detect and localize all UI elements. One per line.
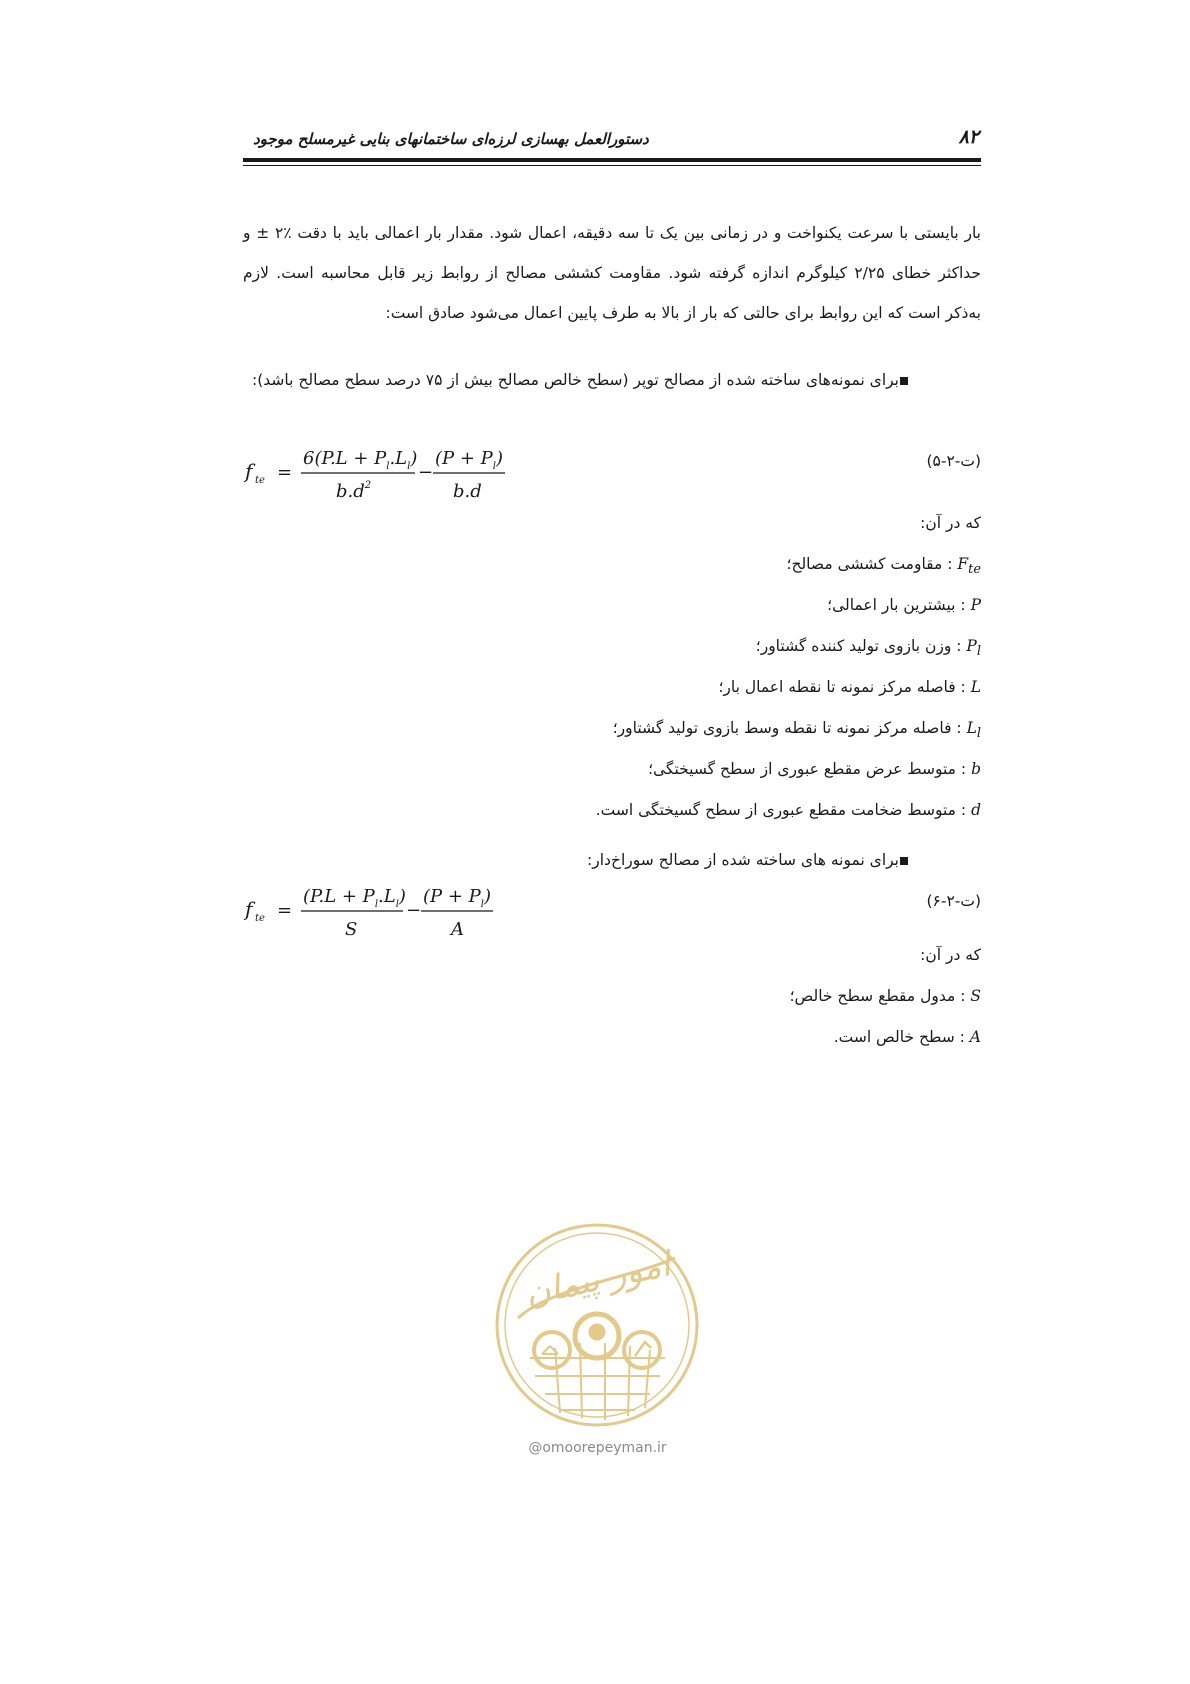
body-paragraph: بار بایستی با سرعت یکنواخت و در زمانی بین یک تا سه دقیقه، اعمال شود. مقدار بار اعمالی باید با دقت ٪۲ ± و حداکثر خطای ۲/۲۵ کیلوگرم اندازه گرفته شود. مقاومت کششی مصالح از روابط زیر قابل محاسبه است. لازم به‌ذکر است که این روابط برای حالتی که بار از بالا به طرف پایین اعمال می‌شود صادق است: (243, 224, 981, 322)
numerator-2: $(P + P_l)$ (435, 448, 504, 472)
page-number: ۸۲ (958, 126, 979, 148)
formula-lhs: f (245, 459, 253, 483)
numerator-1: $(P.L + P_l.L_l)$ (303, 886, 406, 910)
denominator-2: b.d (453, 481, 482, 502)
definition-s: S : مدول مقطع سطح خالص؛ (789, 987, 981, 1005)
gear-icon (534, 1332, 570, 1368)
header-rule-thick (243, 158, 981, 162)
numerator-2: $(P + P_l)$ (423, 886, 492, 910)
bullet-item-hollow: برای نمونه های ساخته شده از مصالح سوراخ‌دار: (587, 851, 899, 869)
logo-wordmark: امور پیمان (521, 1244, 674, 1315)
formula-lhs-sub: te (255, 913, 265, 924)
equals-sign: = (277, 462, 293, 483)
definition-fte: $F_{te}$ : مقاومت کششی مصالح؛ (786, 555, 981, 578)
where-label: که در آن: (920, 514, 981, 532)
definition-a: A : سطح خالص است. (833, 1028, 981, 1046)
page-header (243, 124, 981, 160)
formula-lhs: f (245, 897, 253, 921)
logo-caption: @omoorepeyman.ir (528, 1440, 667, 1456)
where-label: که در آن: (920, 946, 981, 964)
definition-d: d : متوسط ضخامت مقطع عبوری از سطح گسیختگی است. (595, 801, 981, 819)
denominator-2: A (451, 919, 464, 940)
watermark-logo (490, 1218, 705, 1433)
person-icon (590, 1325, 604, 1339)
formula-hollow (243, 878, 543, 948)
header-title: دستورالعمل بهسازی لرزه‌ای ساختمانهای بنایی غیرمسلح موجود (253, 130, 649, 148)
definition-l: L : فاصله مرکز نمونه تا نقطه اعمال بار؛ (718, 678, 981, 696)
bullet-marker (900, 857, 908, 865)
formula-solid (243, 440, 543, 510)
definition-p: P : بیشترین بار اعمالی؛ (827, 596, 981, 614)
numerator-1: $6(P.L + P_l.L_l)$ (303, 448, 418, 472)
definition-pl: $P_l$ : وزن بازوی تولید کننده گشتاور؛ (755, 637, 981, 660)
minus-sign: − (418, 462, 434, 483)
definition-b: b : متوسط عرض مقطع عبوری از سطح گسیختگی؛ (648, 760, 981, 778)
equals-sign: = (277, 900, 293, 921)
bullet-item-solid: برای نمونه‌های ساخته شده از مصالح توپر (سطح خالص مصالح بیش از ۷۵ درصد سطح مصالح باشد): (252, 371, 899, 389)
minus-sign: − (406, 900, 422, 921)
definition-ll: $L_l$ : فاصله مرکز نمونه تا نقطه وسط بازوی تولید گشتاور؛ (612, 719, 981, 742)
equation-number: (ت-۲-۶) (926, 892, 981, 910)
equation-number: (ت-۲-۵) (926, 452, 981, 470)
excavator-icon (635, 1342, 651, 1356)
denominator-1: $b.d^2$ (336, 480, 372, 502)
bullet-marker (900, 377, 908, 385)
formula-lhs-sub: te (255, 475, 265, 486)
denominator-1: S (345, 919, 358, 940)
header-rule-thin (243, 165, 981, 166)
